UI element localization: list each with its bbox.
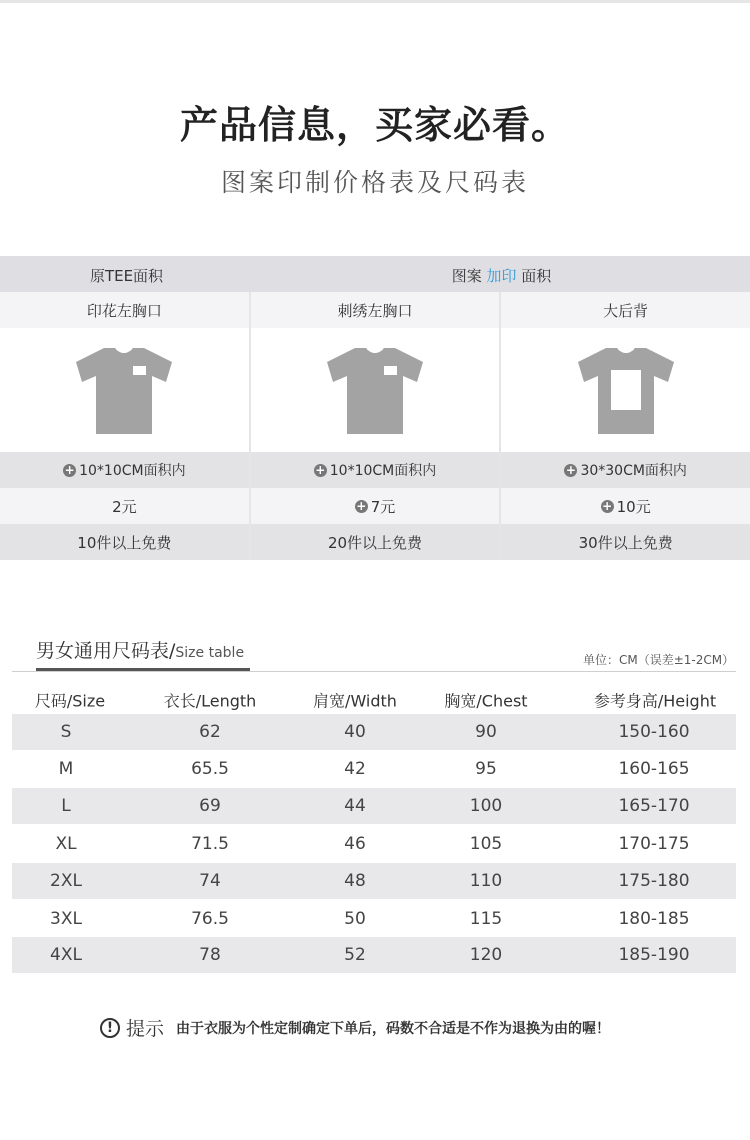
free-threshold: 30件以上免费 (501, 524, 750, 560)
print-area-size: + 10*10CM面积内 (251, 452, 500, 488)
divider (12, 671, 736, 672)
column-name: 刺绣左胸口 (251, 292, 500, 328)
plus-icon: + (356, 498, 367, 513)
notice-label: 提示 (126, 1018, 165, 1040)
highlight-text: 加印 (486, 267, 517, 285)
header-width: 肩宽/Width (313, 691, 397, 711)
notice (100, 1014, 610, 1041)
tshirt-icon (251, 328, 500, 452)
unit-note: 单位：CM（误差±1-2CM） (583, 653, 735, 667)
price-column-left-chest-print (0, 292, 249, 560)
plus-icon: + (602, 498, 613, 513)
price-column-left-chest-embroidery (249, 292, 500, 560)
print-area-size: + 30*30CM面积内 (501, 452, 750, 488)
size-table-header (12, 688, 736, 712)
notice-text: 由于衣服为个性定制确定下单后，码数不合适是不作为退换为由的喔！ (176, 1020, 611, 1037)
table-row: M 65.5 42 95 160-165 (58, 759, 690, 779)
header-chest: 胸宽/Chest (444, 691, 528, 711)
table-row: 2XL 74 48 110 175-180 (12, 863, 736, 899)
page-title: 产品信息，买家必看。 (179, 103, 570, 147)
print-price: + 10元 (501, 488, 750, 524)
table-row: XL 71.5 46 105 170-175 (55, 834, 690, 854)
original-area-label: 原TEE面积 (89, 267, 164, 285)
print-price: + 7元 (251, 488, 500, 524)
header-length: 衣长/Length (163, 691, 257, 711)
tshirt-icon (501, 328, 750, 452)
price-column-large-back (499, 292, 750, 560)
free-threshold: 10件以上免费 (0, 524, 249, 560)
plus-icon: + (565, 462, 576, 477)
plus-icon: + (315, 462, 326, 477)
table-row: 4XL 78 52 120 185-190 (12, 937, 736, 973)
page-subtitle: 图案印制价格表及尺码表 (220, 168, 529, 197)
column-name: 大后背 (501, 292, 750, 328)
exclamation-icon: ! (100, 1018, 120, 1038)
column-name: 印花左胸口 (0, 292, 249, 328)
free-threshold: 20件以上免费 (251, 524, 500, 560)
plus-icon: + (64, 462, 75, 477)
table-row: L 69 44 100 165-170 (12, 788, 736, 824)
header-size: 尺码/Size (34, 691, 106, 711)
print-price-table (0, 256, 750, 560)
header-height: 参考身高/Height (593, 691, 717, 711)
table-row: 3XL 76.5 50 115 180-185 (50, 909, 690, 929)
size-table-title-en: Size table (175, 645, 245, 661)
price-table-header (0, 256, 750, 292)
print-price: 2元 (0, 488, 249, 524)
print-area-size: + 10*10CM面积内 (0, 452, 249, 488)
size-table-title: 男女通用尺码表/Size table (36, 640, 245, 662)
top-border (0, 0, 750, 3)
tshirt-icon (0, 328, 249, 452)
print-area-label: 图案 加印 面积 (451, 267, 552, 285)
table-row: S 62 40 90 150-160 (12, 714, 736, 750)
